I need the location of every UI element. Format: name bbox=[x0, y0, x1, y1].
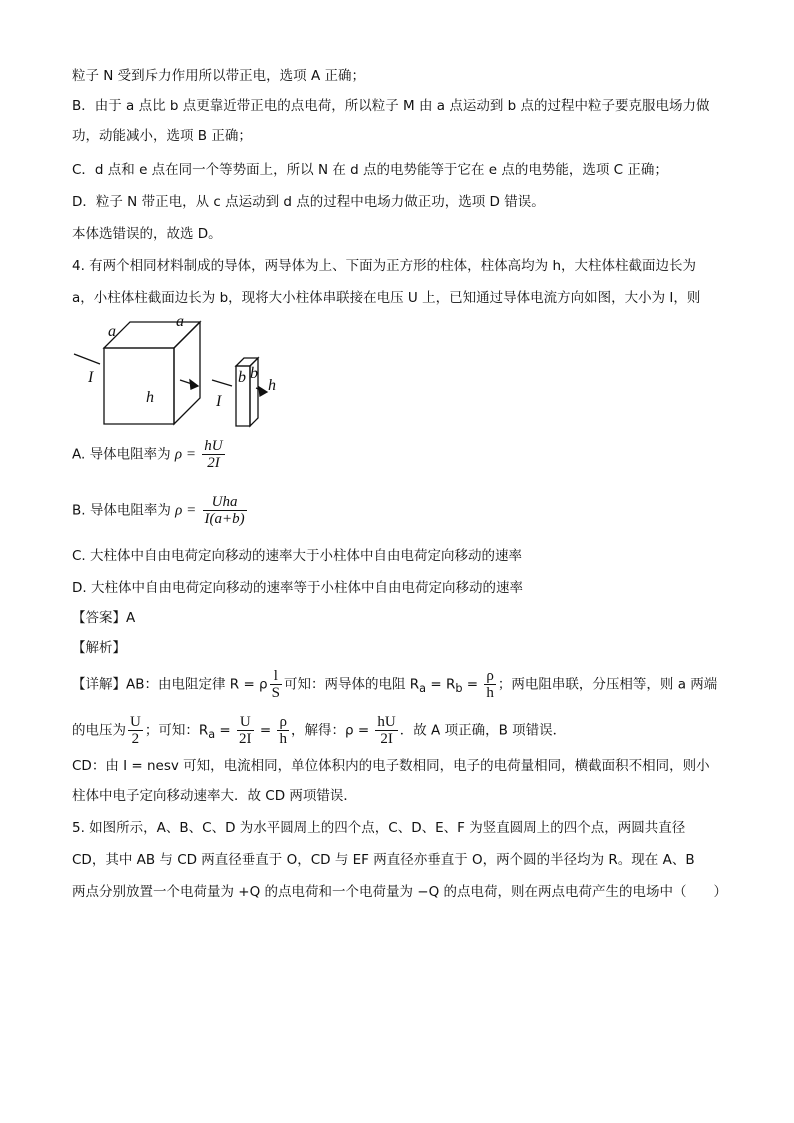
label-I-left: I bbox=[88, 369, 94, 386]
q4-option-a: A. 导体电阻率为 ρ = $\frac{hU}{2I}$ bbox=[72, 438, 223, 471]
q4-cd-line2: 柱体中电子定向移动速率大．故 CD 两项错误． bbox=[72, 788, 357, 804]
current-arrow-head bbox=[190, 380, 198, 389]
q4-option-d: D. 大柱体中自由电荷定向移动的速率等于小柱体中自由电荷定向移动的速率 bbox=[72, 580, 523, 596]
q4-cd-line1: CD：由 I = nesv 可知，电流相同，单位体积内的电子数相同，电子的电荷量相同，横截面积不相同，则小 bbox=[72, 758, 710, 774]
large-conductor-side bbox=[174, 322, 200, 424]
small-current-arrow-head bbox=[259, 387, 267, 396]
label-a-top: a bbox=[176, 313, 184, 330]
large-conductor-top bbox=[104, 322, 200, 348]
sol3-conclusion: 本体选错误的，故选 D。 bbox=[72, 226, 222, 242]
label-I-small: I bbox=[216, 393, 222, 410]
sol3-option-d: D．粒子 N 带正电，从 c 点运动到 d 点的过程中电场力做正功，选项 D 错误。 bbox=[72, 194, 545, 210]
label-h-small: h bbox=[268, 377, 276, 394]
large-conductor-front bbox=[104, 348, 174, 424]
conductors-figure bbox=[70, 308, 290, 428]
q4-stem-line2: a，小柱体柱截面边长为 b，现将大小柱体串联接在电压 U 上，已知通过导体电流方向如图，大小为 I，则 bbox=[72, 290, 701, 306]
sol3-option-b-line1: B．由于 a 点比 b 点更靠近带正电的点电荷，所以粒子 M 由 a 点运动到 b 点的过程中粒子要克服电场力做 bbox=[72, 98, 710, 114]
q4-option-c: C. 大柱体中自由电荷定向移动的速率大于小柱体中自由电荷定向移动的速率 bbox=[72, 548, 523, 564]
small-input-lead bbox=[212, 380, 232, 386]
input-current-lead bbox=[74, 354, 100, 364]
q5-line1: 5. 如图所示，A、B、C、D 为水平圆周上的四个点，C、D、E、F 为竖直圆周上的四个点，两圆共直径 bbox=[72, 820, 686, 836]
sol3-option-c: C．d 点和 e 点在同一个等势面上，所以 N 在 d 点的电势能等于它在 e 点的电势能，选项 C 正确； bbox=[72, 162, 668, 178]
sol3-line1: 粒子 N 受到斥力作用所以带正电，选项 A 正确； bbox=[72, 68, 365, 84]
q5-line3: 两点分别放置一个电荷量为 +Q 的点电荷和一个电荷量为 −Q 的点电荷，则在两点电荷产生的电场中（ ） bbox=[72, 884, 728, 900]
sol3-option-b-line2: 功，动能减小，选项 B 正确； bbox=[72, 128, 252, 144]
q4-answer: 【答案】A bbox=[72, 610, 136, 626]
label-b-front: b bbox=[238, 369, 246, 386]
label-b-side: b bbox=[250, 365, 258, 382]
q4-option-b: B. 导体电阻率为 ρ = $\frac{\text{Uha}}{I(a+b)}$ bbox=[72, 494, 245, 527]
q4-stem-line1: 4. 有两个相同材料制成的导体，两导体为上、下面为正方形的柱体，柱体高均为 h，大柱体柱截面边长为 bbox=[72, 258, 697, 274]
q4-detail-line1: 【详解】AB：由电阻定律 R = ρ $\frac{l}{S}$ 可知：两导体的电阻 $R_a = R_b$ = $\frac{\rho}{h}$ ；两电阻串联，分压相等，则 a 两端 bbox=[72, 668, 718, 701]
q4-detail-line2: 的电压为 $\frac{U}{2}$ ；可知：$R_a$ = $\frac{U}{2I}$ = $\frac{\rho}{h}$ ，解得：ρ = $\frac{hU}{2I}$ ．故 A 项正确，B 项错误． bbox=[72, 714, 567, 747]
q4-analysis-heading: 【解析】 bbox=[72, 640, 126, 656]
q5-line2: CD，其中 AB 与 CD 两直径垂直于 O，CD 与 EF 两直径亦垂直于 O，两个圆的半径均为 R。现在 A、B bbox=[72, 852, 695, 868]
label-a-left: a bbox=[108, 323, 116, 340]
label-h-large: h bbox=[146, 389, 154, 406]
